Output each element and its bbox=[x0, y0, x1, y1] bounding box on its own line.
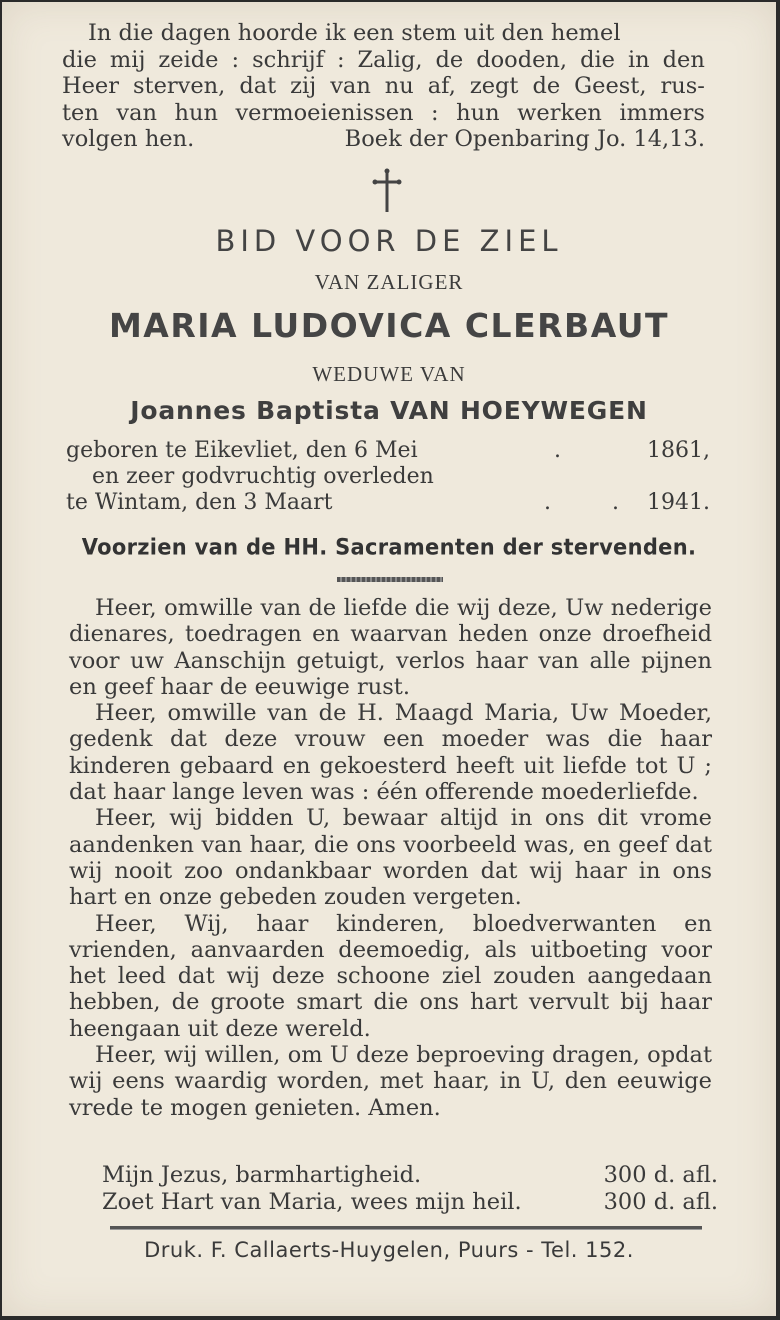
life-dates bbox=[66, 438, 710, 516]
death-leader-dot: . bbox=[612, 490, 619, 515]
indulgence-value: 300 d. afl. bbox=[603, 1162, 718, 1188]
death-intro-text: en zeer godvruchtig overleden bbox=[92, 464, 434, 489]
indulgences bbox=[102, 1162, 718, 1216]
verse-citation-line bbox=[62, 126, 705, 153]
birth-year: 1861, bbox=[647, 438, 710, 463]
prayer-paragraph: Heer, wij willen, om U deze beproeving dragen, opdat wij eens waardig worden, met haar, in U, den eeuwige vrede te mogen genieten. Amen. bbox=[69, 1042, 712, 1121]
verse-reference: Boek der Openbaring Jo. 14,13. bbox=[344, 126, 705, 152]
verse-line: In die dagen hoorde ik een stem uit den hemel bbox=[88, 20, 621, 46]
indulgence-text: Mijn Jezus, barmhartigheid. bbox=[102, 1162, 422, 1188]
death-year: 1941. bbox=[647, 490, 710, 515]
birth-leader-dot: . bbox=[554, 438, 561, 463]
prayer-paragraph: Heer, omwille van de liefde die wij deze, Uw nederige dienares, toedragen en waarvan heden onze droefheid voor uw Aanschijn getuigt, verlos haar van alle pijnen en geef haar de eeuwige rust. bbox=[69, 595, 712, 700]
verse-line: Heer sterven, dat zij van nu af, zegt de Geest, rus- bbox=[62, 73, 705, 99]
deceased-name: MARIA LUDOVICA CLERBAUT bbox=[108, 306, 670, 345]
prayer-paragraph: Heer, wij bidden U, bewaar altijd in ons dit vrome aandenken van haar, die ons voorbeeld was, en geef dat wij nooit zoo ondankbaar worden dat wij haar in ons hart en onze gebeden zouden vergeten. bbox=[69, 805, 712, 911]
printer-imprint: Druk. F. Callaerts-Huygelen, Puurs - Tel. 152. bbox=[144, 1238, 634, 1262]
birth-row bbox=[66, 438, 710, 464]
heading-van-zaliger: VAN ZALIGER bbox=[314, 270, 464, 294]
indulgence-value: 300 d. afl. bbox=[603, 1189, 718, 1215]
ornamental-divider bbox=[337, 577, 443, 582]
memorial-card bbox=[2, 2, 776, 1316]
verse-line: ten van hun vermoeienissen : hun werken immers bbox=[62, 99, 705, 126]
sacraments-line: Voorzien van de HH. Sacramenten der stervenden. bbox=[81, 534, 697, 560]
bottom-rule bbox=[110, 1226, 702, 1230]
husband-name: Joannes Baptista VAN HOEYWEGEN bbox=[130, 396, 648, 425]
prayer-paragraph: Heer, Wij, haar kinderen, bloedverwanten en vrienden, aanvaarden deemoedig, als uitboeting voor het leed dat wij deze schoone ziel zouden aangedaan hebben, de groote smart die ons hart vervult bij haar heengaan uit deze wereld. bbox=[69, 910, 712, 1042]
birth-text: geboren te Eikevliet, den 6 Mei bbox=[66, 438, 418, 463]
indulgence-row bbox=[102, 1162, 718, 1189]
heading-widow-of: WEDUWE VAN bbox=[312, 362, 466, 386]
heading-pray: BID VOOR DE ZIEL bbox=[215, 224, 563, 258]
verse-last-words: volgen hen. bbox=[62, 126, 195, 152]
prayer-paragraph: Heer, omwille van de H. Maagd Maria, Uw Moeder, gedenk dat deze vrouw een moeder was die haar kinderen gebaard en gekoesterd heeft uit liefde tot U ; dat haar lange leven was : één offerende moederliefde. bbox=[69, 700, 712, 806]
latin-cross-icon bbox=[370, 168, 404, 214]
death-leader-dot: . bbox=[544, 490, 551, 515]
scripture-verse bbox=[62, 20, 705, 153]
indulgence-text: Zoet Hart van Maria, wees mijn heil. bbox=[102, 1189, 522, 1215]
death-place-text: te Wintam, den 3 Maart bbox=[66, 490, 333, 515]
death-intro-row bbox=[66, 464, 710, 490]
indulgence-row bbox=[102, 1189, 718, 1216]
death-row bbox=[66, 490, 710, 516]
verse-line: die mij zeide : schrijf : Zalig, de dooden, die in den bbox=[62, 46, 705, 73]
prayer-text bbox=[69, 595, 712, 1121]
